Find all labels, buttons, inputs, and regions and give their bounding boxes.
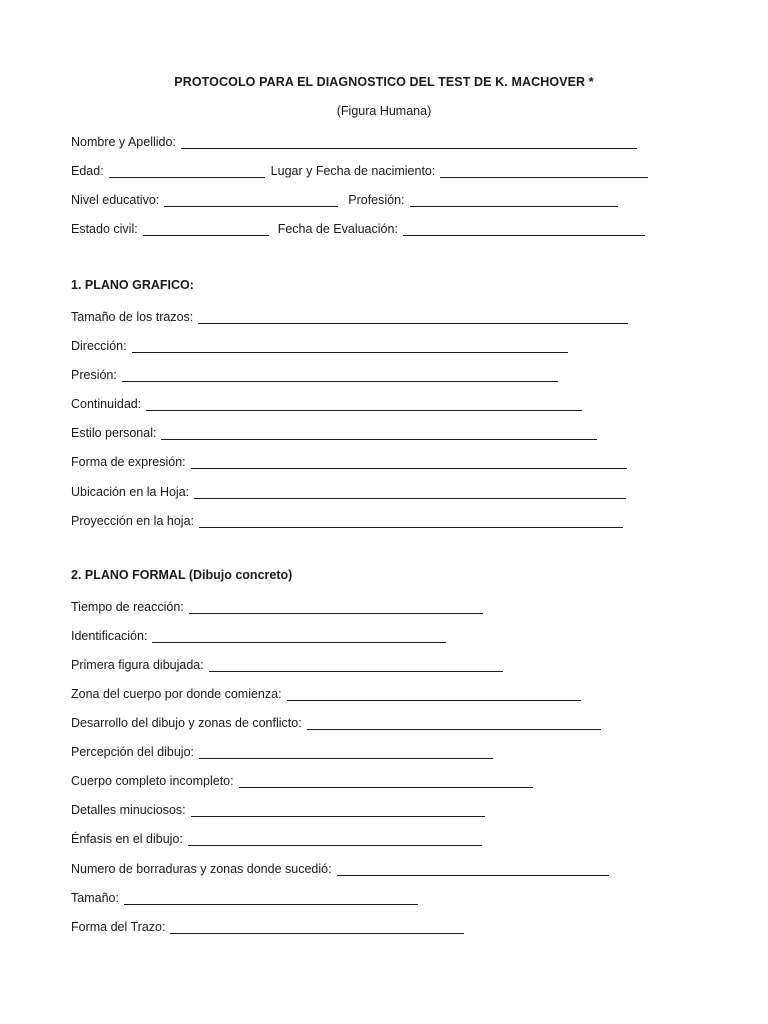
field-label: Identificación: — [71, 629, 148, 643]
formal-row — [71, 858, 609, 876]
field-blank[interactable] — [124, 891, 418, 905]
age-field[interactable] — [109, 164, 265, 178]
field-label: Ubicación en la Hoja: — [71, 485, 190, 499]
field-label: Cuerpo completo incompleto: — [71, 774, 234, 788]
field-label: Detalles minuciosos: — [71, 803, 186, 817]
field-blank[interactable] — [161, 426, 597, 440]
field-blank[interactable] — [239, 774, 533, 788]
field-blank[interactable] — [170, 920, 464, 934]
field-label: Primera figura dibujada: — [71, 658, 204, 672]
field-blank[interactable] — [191, 455, 627, 469]
field-blank[interactable] — [307, 716, 601, 730]
field-blank[interactable] — [199, 745, 493, 759]
age-birth-row — [71, 160, 648, 178]
grafico-row — [71, 364, 558, 382]
field-blank[interactable] — [189, 600, 483, 614]
field-label: Tamaño: — [71, 891, 119, 905]
field-label: Estilo personal: — [71, 426, 157, 440]
page-subtitle: (Figura Humana) — [336, 104, 432, 118]
field-blank[interactable] — [287, 687, 581, 701]
field-label: Forma del Trazo: — [71, 920, 166, 934]
formal-row — [71, 770, 533, 788]
field-label: Zona del cuerpo por donde comienza: — [71, 687, 282, 701]
field-blank[interactable] — [194, 485, 626, 499]
field-label: Numero de borraduras y zonas donde sucedió: — [71, 862, 332, 876]
section-plano-formal: 2. PLANO FORMAL (Dibujo concreto) — [71, 568, 293, 582]
grafico-row — [71, 481, 626, 499]
field-label: Forma de expresión: — [71, 455, 186, 469]
field-label: Tamaño de los trazos: — [71, 310, 194, 324]
field-label: Continuidad: — [71, 397, 142, 411]
education-field[interactable] — [164, 193, 338, 207]
formal-row — [71, 712, 601, 730]
grafico-row — [71, 451, 627, 469]
grafico-row — [71, 510, 623, 528]
grafico-row — [71, 393, 582, 411]
formal-row — [71, 887, 418, 905]
formal-row — [71, 683, 581, 701]
profession-field[interactable] — [410, 193, 618, 207]
formal-row — [71, 625, 446, 643]
age-label: Edad: — [71, 164, 104, 178]
formal-row — [71, 654, 503, 672]
grafico-row — [71, 335, 568, 353]
birth-field[interactable] — [440, 164, 648, 178]
field-blank[interactable] — [209, 658, 503, 672]
formal-row — [71, 799, 485, 817]
birth-label: Lugar y Fecha de nacimiento: — [270, 164, 436, 178]
civil-label: Estado civil: — [71, 222, 138, 236]
field-blank[interactable] — [337, 862, 609, 876]
eval-date-field[interactable] — [403, 222, 645, 236]
field-label: Desarrollo del dibujo y zonas de conflicto: — [71, 716, 302, 730]
field-blank[interactable] — [132, 339, 568, 353]
field-label: Énfasis en el dibujo: — [71, 832, 183, 846]
name-field[interactable] — [181, 135, 637, 149]
field-label: Percepción del dibujo: — [71, 745, 194, 759]
field-blank[interactable] — [152, 629, 446, 643]
formal-row — [71, 916, 464, 934]
education-profession-row — [71, 189, 618, 207]
field-label: Proyección en la hoja: — [71, 514, 194, 528]
grafico-row — [71, 306, 628, 324]
field-label: Tiempo de reacción: — [71, 600, 184, 614]
field-blank[interactable] — [146, 397, 582, 411]
formal-row — [71, 741, 493, 759]
field-blank[interactable] — [191, 803, 485, 817]
eval-date-label: Fecha de Evaluación: — [277, 222, 398, 236]
formal-row — [71, 828, 482, 846]
grafico-row — [71, 422, 597, 440]
name-row — [71, 131, 637, 149]
field-blank[interactable] — [198, 310, 628, 324]
field-blank[interactable] — [188, 832, 482, 846]
formal-row — [71, 596, 483, 614]
field-label: Presión: — [71, 368, 117, 382]
name-label: Nombre y Apellido: — [71, 135, 176, 149]
profession-label: Profesión: — [348, 193, 405, 207]
section-plano-grafico: 1. PLANO GRAFICO: — [71, 278, 194, 292]
civil-eval-row — [71, 218, 645, 236]
civil-field[interactable] — [143, 222, 269, 236]
field-blank[interactable] — [199, 514, 623, 528]
field-blank[interactable] — [122, 368, 558, 382]
page-title: PROTOCOLO PARA EL DIAGNOSTICO DEL TEST DE K. MACHOVER * — [174, 75, 594, 89]
field-label: Dirección: — [71, 339, 127, 353]
education-label: Nivel educativo: — [71, 193, 160, 207]
